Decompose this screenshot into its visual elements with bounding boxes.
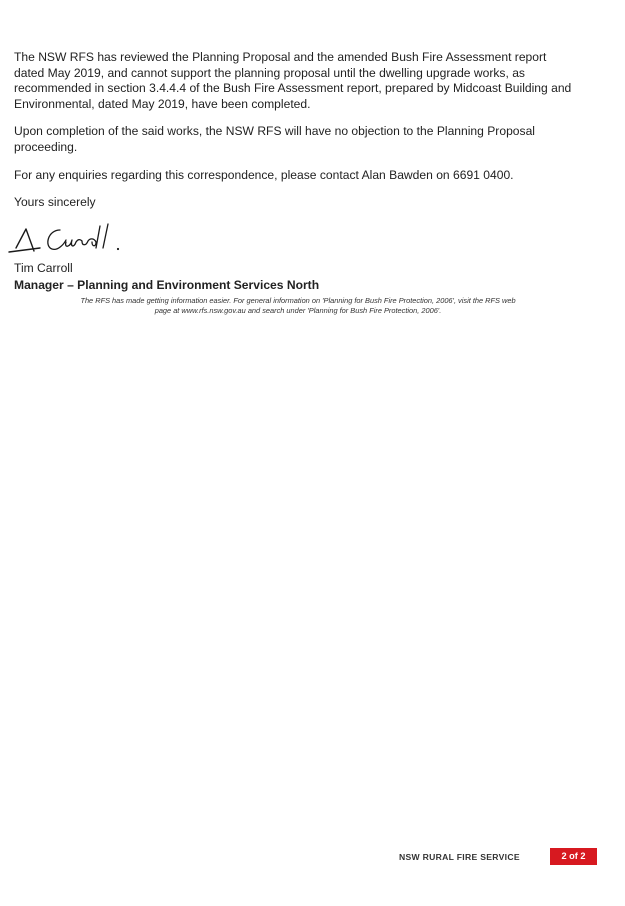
letter-body	[14, 50, 574, 221]
paragraph-no-objection: Upon completion of the said works, the NSW RFS will have no objection to the Planning Proposal proceeding.	[14, 124, 535, 154]
paragraph-review: The NSW RFS has reviewed the Planning Proposal and the amended Bush Fire Assessment report dated May 2019, and cannot support the planning proposal until the dwelling upgrade works, as recommended in section 3.4.4.4 of the Bush Fire Assessment report, prepared by Midcoast Building and Environmental, dated May 2019, have been completed.	[14, 50, 572, 111]
handwritten-signature	[4, 218, 154, 260]
paragraph-enquiries: For any enquiries regarding this correspondence, please contact Alan Bawden on 6691 0400.	[14, 167, 514, 182]
information-note-line: page at www.rfs.nsw.gov.au and search under 'Planning for Bush Fire Protection, 2006'.	[154, 306, 442, 315]
footer-organisation: NSW RURAL FIRE SERVICE	[399, 852, 520, 862]
information-note-line: The RFS has made getting information easier. For general information on 'Planning for Bush Fire Protection, 2006', visit the RFS web	[80, 296, 516, 305]
closing-salutation: Yours sincerely	[14, 195, 96, 210]
signatory-name: Tim Carroll	[14, 261, 73, 275]
page-indicator: 2 of 2	[550, 848, 597, 865]
signatory-title: Manager – Planning and Environment Services North	[14, 278, 320, 292]
information-note	[20, 296, 576, 316]
